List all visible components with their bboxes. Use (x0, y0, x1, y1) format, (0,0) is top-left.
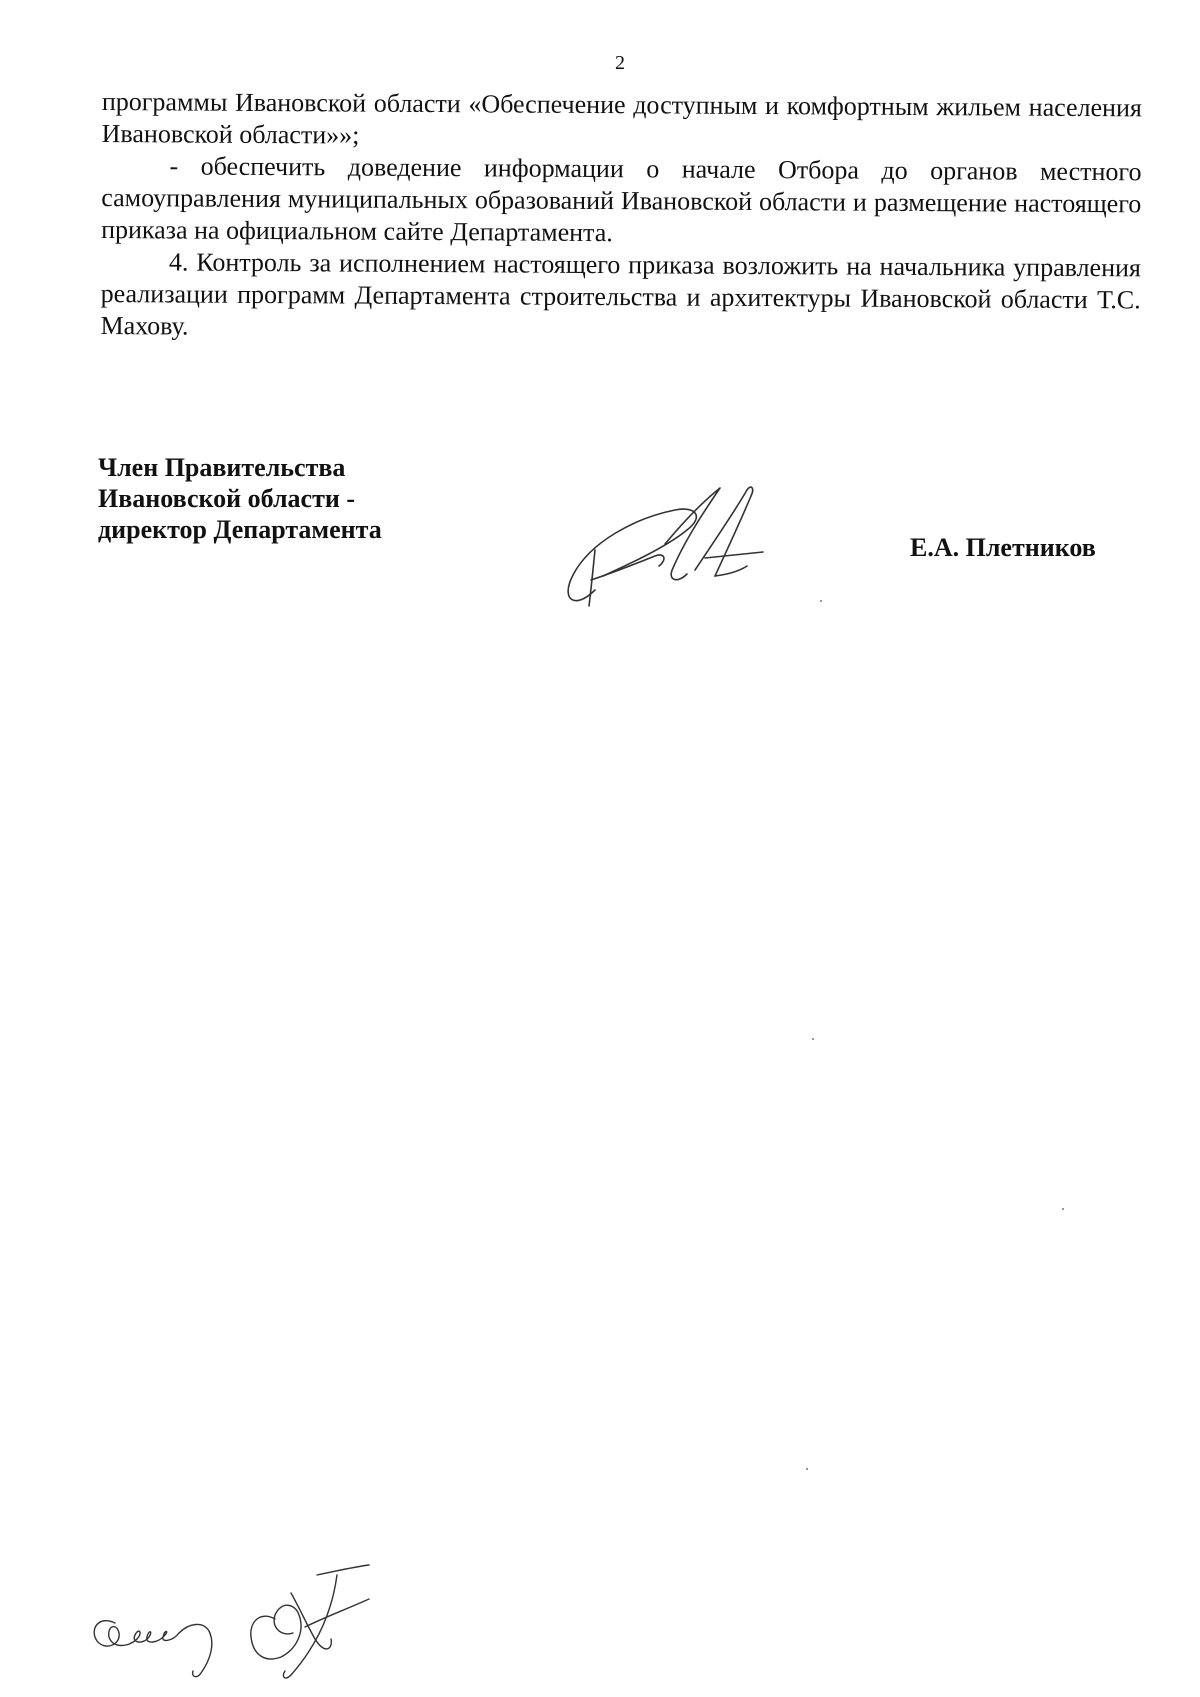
paragraph-inform-bullet: - обеспечить доведение информации о начале Отбора до органов местного самоуправления муниципальных образований Ивановской области и размещение настоящего приказа на официальном сайте Департамента. (101, 151, 1142, 248)
paragraph-item-4: 4. Контроль за исполнением настоящего приказа возложить на начальника управления реализации программ Департамента строительства и архитектуры Ивановской области Т.С. Махову. (100, 247, 1141, 341)
position-line: Ивановской области - (98, 484, 356, 513)
handwritten-signature (555, 480, 835, 620)
approval-signatures (85, 1545, 415, 1685)
signature-stroke (317, 1565, 369, 1575)
signer-name: Е.А. Плетников (910, 533, 1096, 562)
signature-stroke (305, 1599, 369, 1627)
signature-stroke (589, 550, 595, 606)
scan-speck (812, 1038, 814, 1040)
position-line: Член Правительства (98, 453, 346, 482)
position-line: директор Департамента (98, 515, 382, 544)
signature-stroke (665, 488, 720, 580)
paragraph-continuation: программы Ивановской области «Обеспечение доступным и комфортным жильем населения Ивановской области»»; (101, 86, 1142, 150)
signature-stroke (695, 487, 753, 576)
scan-speck (1062, 1208, 1064, 1210)
scan-speck (806, 1468, 808, 1470)
scan-speck (820, 600, 822, 602)
signature-stroke (179, 1624, 212, 1676)
signatory-position (98, 452, 382, 545)
document-body (100, 86, 1142, 348)
signature-stroke (568, 509, 696, 601)
signature-stroke (705, 552, 763, 558)
signature-stroke (94, 1621, 179, 1646)
page-number: 2 (615, 52, 625, 74)
signature-stroke (283, 1575, 337, 1678)
signature-stroke (251, 1605, 301, 1659)
signature-stroke (591, 555, 664, 580)
